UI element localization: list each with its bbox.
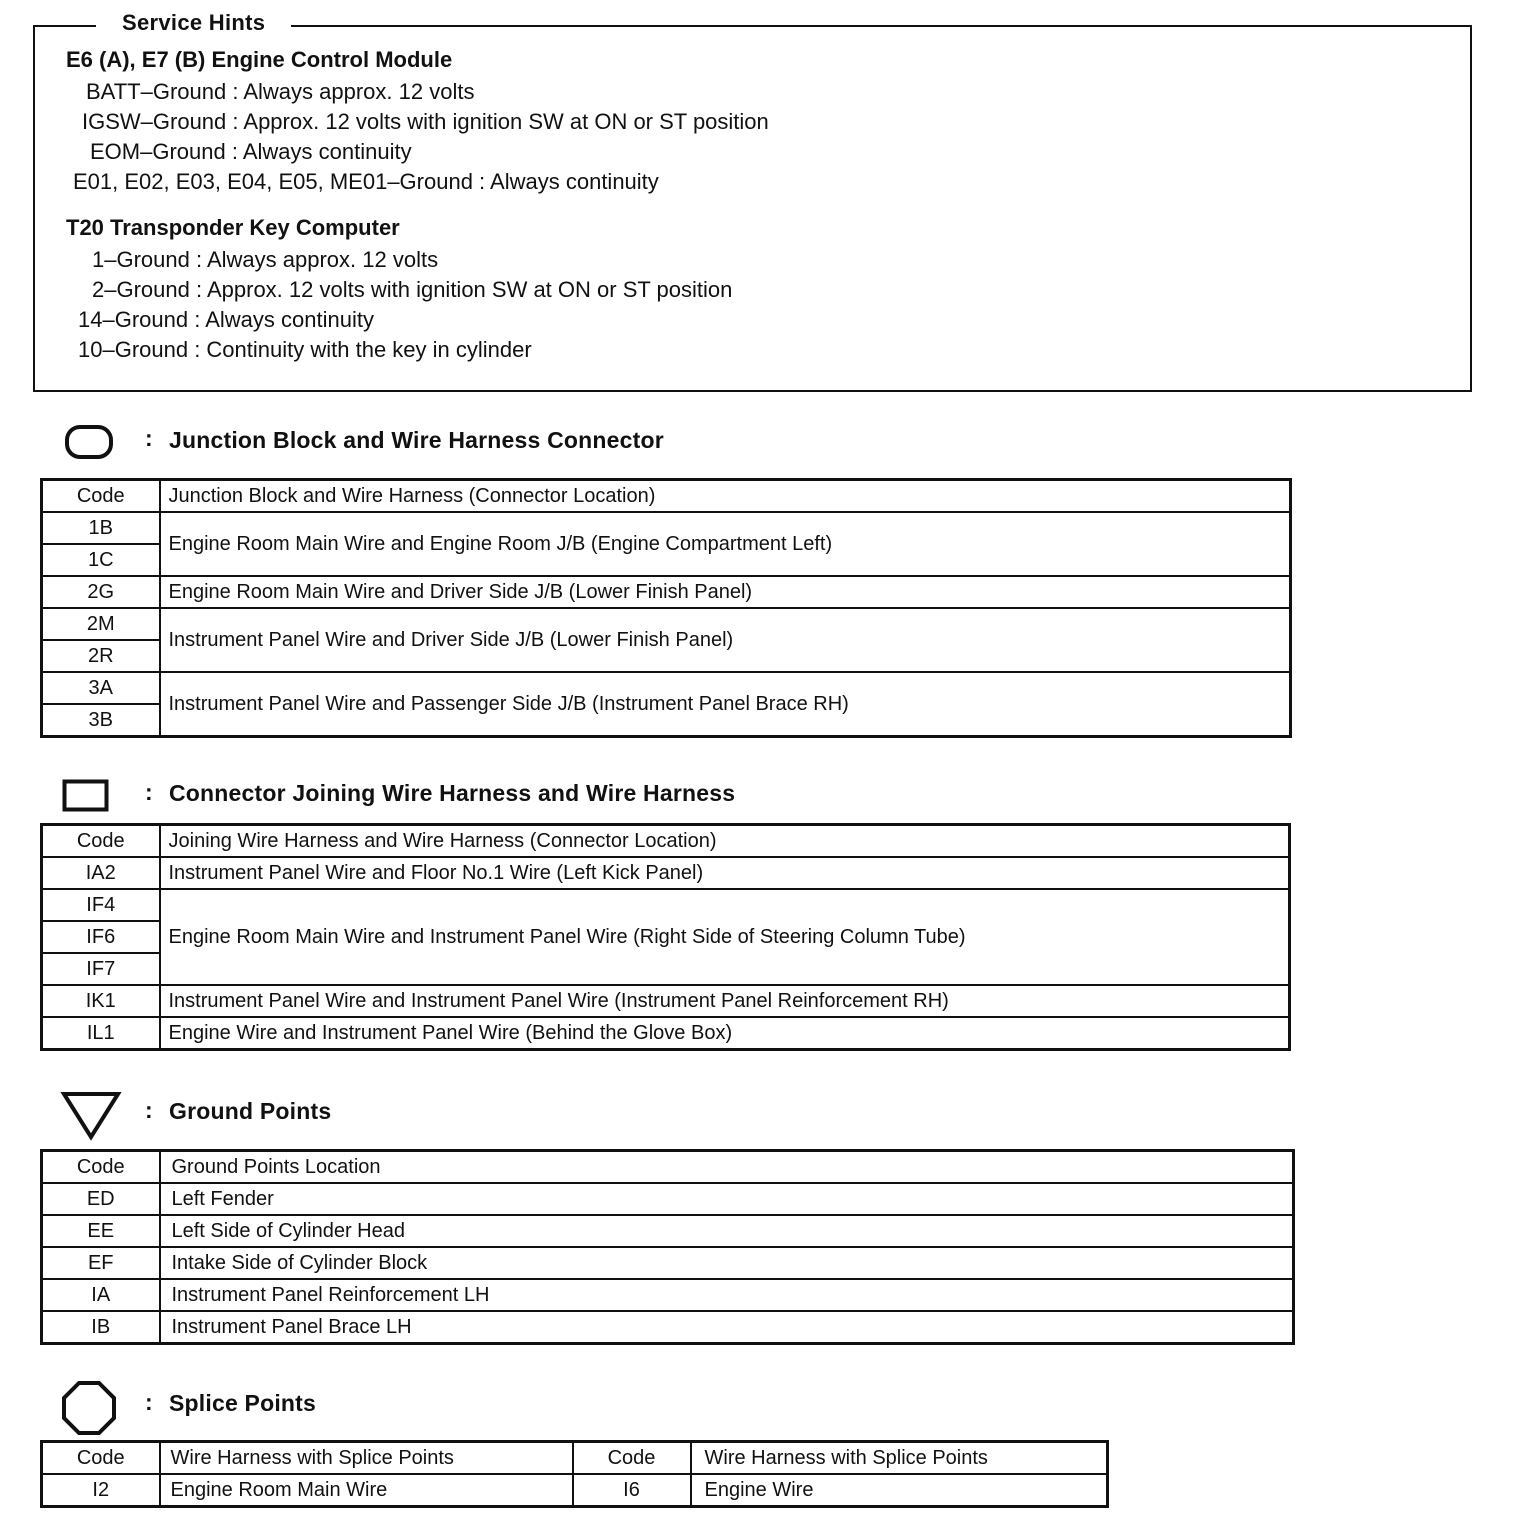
desc-cell: Left Side of Cylinder Head: [160, 1215, 1294, 1247]
hint-line: BATT–Ground : Always approx. 12 volts: [86, 79, 475, 104]
table-header-row: [42, 825, 1290, 858]
table-row: [42, 1183, 1294, 1215]
code-cell: 3B: [42, 704, 160, 737]
junction-block-table: [40, 478, 1292, 738]
table-row: [42, 608, 1291, 640]
desc-cell: Instrument Panel Wire and Instrument Panel Wire (Instrument Panel Reinforcement RH): [160, 985, 1290, 1017]
desc-cell: Engine Room Main Wire and Driver Side J/B (Lower Finish Panel): [160, 576, 1291, 608]
code-cell: ED: [42, 1183, 160, 1215]
ground-points-table: [40, 1149, 1295, 1345]
junction-block-title: Junction Block and Wire Harness Connector: [169, 427, 664, 453]
desc-header: Junction Block and Wire Harness (Connector Location): [160, 480, 1291, 513]
code-cell: 2G: [42, 576, 160, 608]
hint-line: 10–Ground : Continuity with the key in cylinder: [78, 337, 532, 362]
hint-line: IGSW–Ground : Approx. 12 volts with ignition SW at ON or ST position: [82, 109, 769, 134]
desc-cell: Left Fender: [160, 1183, 1294, 1215]
table-row: [42, 672, 1291, 704]
ground-triangle-icon: [60, 1090, 122, 1142]
splice-points-title: Splice Points: [169, 1390, 317, 1416]
table-header-row: [42, 1442, 1108, 1475]
code-cell: IL1: [42, 1017, 160, 1050]
code-header: Code: [42, 1442, 160, 1475]
hint-line: 2–Ground : Approx. 12 volts with ignition SW at ON or ST position: [92, 277, 733, 302]
code-cell: I2: [42, 1474, 160, 1507]
code-header: Code: [42, 1151, 160, 1184]
desc-cell: Instrument Panel Reinforcement LH: [160, 1279, 1294, 1311]
desc-header: Wire Harness with Splice Points: [160, 1442, 573, 1475]
table-row: [42, 512, 1291, 544]
rounded-rect-icon: [64, 424, 116, 460]
table-row: [42, 857, 1290, 889]
desc-cell: Instrument Panel Brace LH: [160, 1311, 1294, 1344]
desc-cell: Instrument Panel Wire and Floor No.1 Wire (Left Kick Panel): [160, 857, 1290, 889]
table-row: [42, 985, 1290, 1017]
square-rect-icon: [62, 779, 110, 813]
code-cell: 2R: [42, 640, 160, 672]
table-header-row: [42, 1151, 1294, 1184]
desc-cell: Engine Wire: [691, 1474, 1108, 1507]
splice-points-table: [40, 1440, 1109, 1508]
table-row: [42, 889, 1290, 921]
code-header: Code: [42, 480, 160, 513]
code-cell: IK1: [42, 985, 160, 1017]
code-cell: 1C: [42, 544, 160, 576]
code-cell: IB: [42, 1311, 160, 1344]
desc-header: Joining Wire Harness and Wire Harness (Connector Location): [160, 825, 1290, 858]
desc-cell: Engine Room Main Wire and Instrument Panel Wire (Right Side of Steering Column Tube): [160, 889, 1290, 985]
desc-cell: Intake Side of Cylinder Block: [160, 1247, 1294, 1279]
desc-cell: Instrument Panel Wire and Passenger Side J/B (Instrument Panel Brace RH): [160, 672, 1291, 737]
hint-line: EOM–Ground : Always continuity: [90, 139, 412, 164]
code-header: Code: [42, 825, 160, 858]
connector-joining-table: [40, 823, 1291, 1051]
hint-line: 14–Ground : Always continuity: [78, 307, 374, 332]
connector-joining-title: Connector Joining Wire Harness and Wire Harness: [169, 780, 736, 806]
table-row: [42, 1279, 1294, 1311]
service-hints-title: Service Hints: [96, 9, 291, 37]
code-cell: 2M: [42, 608, 160, 640]
desc-cell: Instrument Panel Wire and Driver Side J/B (Lower Finish Panel): [160, 608, 1291, 672]
code-cell: IF4: [42, 889, 160, 921]
code-cell: 3A: [42, 672, 160, 704]
colon: :: [145, 425, 153, 451]
table-row: [42, 1474, 1108, 1507]
desc-header: Wire Harness with Splice Points: [691, 1442, 1108, 1475]
desc-cell: Engine Room Main Wire and Engine Room J/B (Engine Compartment Left): [160, 512, 1291, 576]
table-row: [42, 1017, 1290, 1050]
table-row: [42, 1215, 1294, 1247]
ground-points-title: Ground Points: [169, 1098, 332, 1124]
colon: :: [145, 1097, 153, 1123]
table-row: [42, 576, 1291, 608]
desc-cell: Engine Room Main Wire: [160, 1474, 573, 1507]
colon: :: [145, 779, 153, 805]
code-cell: IF6: [42, 921, 160, 953]
code-cell: EE: [42, 1215, 160, 1247]
ecm-heading: E6 (A), E7 (B) Engine Control Module: [66, 47, 453, 72]
octagon-icon: [60, 1380, 118, 1436]
code-cell: I6: [573, 1474, 691, 1507]
code-cell: IA: [42, 1279, 160, 1311]
table-row: [42, 1247, 1294, 1279]
table-row: [42, 1311, 1294, 1344]
desc-header: Ground Points Location: [160, 1151, 1294, 1184]
colon: :: [145, 1389, 153, 1415]
code-cell: 1B: [42, 512, 160, 544]
code-cell: EF: [42, 1247, 160, 1279]
code-cell: IA2: [42, 857, 160, 889]
code-header: Code: [573, 1442, 691, 1475]
code-cell: IF7: [42, 953, 160, 985]
hint-line: E01, E02, E03, E04, E05, ME01–Ground : Always continuity: [73, 169, 659, 194]
hint-line: 1–Ground : Always approx. 12 volts: [92, 247, 439, 272]
desc-cell: Engine Wire and Instrument Panel Wire (Behind the Glove Box): [160, 1017, 1290, 1050]
table-header-row: [42, 480, 1291, 513]
transponder-heading: T20 Transponder Key Computer: [66, 215, 400, 240]
